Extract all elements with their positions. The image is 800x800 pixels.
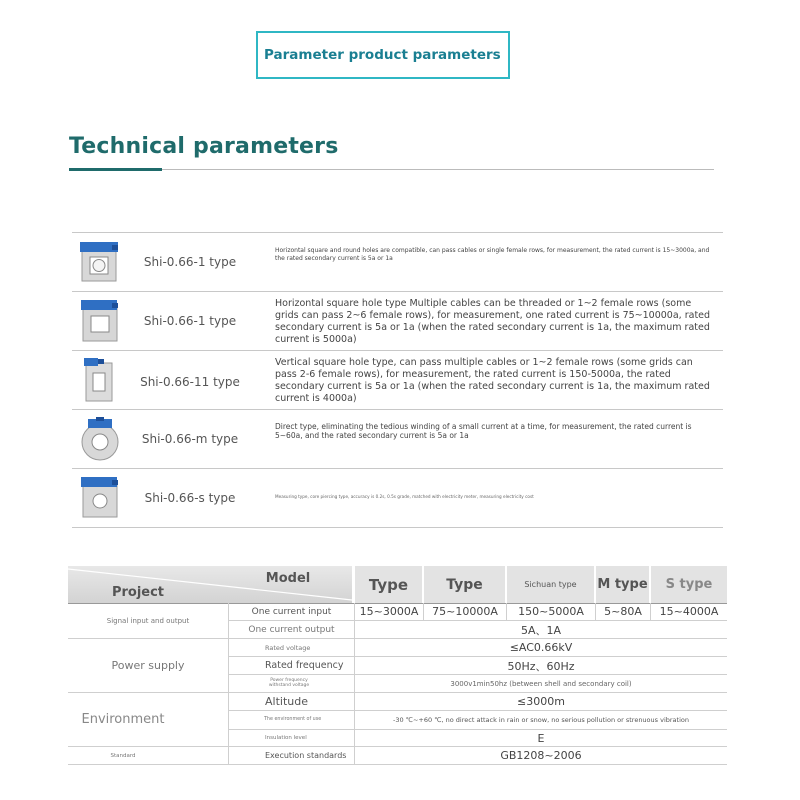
title-underline bbox=[162, 169, 714, 170]
value-withstand-voltage: 3000v1min50hz (between shell and secondary coil) bbox=[450, 679, 632, 688]
product-row bbox=[72, 292, 723, 351]
product-name: Shi-0.66-m type bbox=[141, 432, 239, 446]
label-current-output: One current output bbox=[248, 624, 335, 635]
product-list bbox=[72, 232, 723, 528]
section-title: Technical parameters bbox=[69, 134, 339, 159]
value-current-input: 5~80A bbox=[604, 605, 642, 618]
column-header: M type bbox=[596, 566, 649, 603]
header-project: Project bbox=[111, 584, 165, 600]
label-environment-of-use: The environment of use bbox=[264, 717, 322, 723]
label-execution-standards: Execution standards bbox=[265, 751, 347, 760]
product-description: Measuring type, core piercing type, accuracy is 0.2s, 0.5s grade, matched with electricity meter, measuring electricity cost bbox=[275, 494, 534, 499]
column-header: S type bbox=[651, 566, 727, 603]
category-power-supply: Power supply bbox=[111, 659, 185, 672]
category-environment: Environment bbox=[81, 712, 165, 727]
value-execution-standards: GB1208~2006 bbox=[500, 749, 582, 762]
label-rated-voltage: Rated voltage bbox=[265, 643, 311, 652]
product-row bbox=[72, 410, 723, 469]
product-name: Shi-0.66-1 type bbox=[143, 255, 237, 269]
value-altitude: ≤3000m bbox=[517, 695, 565, 708]
label-withstand-voltage: Power frequency withstand voltage bbox=[268, 677, 310, 688]
value-current-input: 15~4000A bbox=[659, 605, 719, 618]
value-current-input: 15~3000A bbox=[359, 605, 419, 618]
ct-horizontal-square-hole-icon bbox=[78, 298, 122, 344]
product-name: Shi-0.66-1 type bbox=[143, 314, 237, 328]
product-row bbox=[72, 232, 723, 292]
product-description: Vertical square hole type, can pass multiple cables or 1~2 female rows (some grids can pass 2-6 female rows), for measurement, the rated current is 150-5000a, the rated secondary current is 5a or 1a (when the rated secondary current is 1a, the maximum rated current is 4000a) bbox=[275, 357, 710, 404]
label-rated-frequency: Rated frequency bbox=[265, 660, 344, 671]
value-environment-of-use: -30 ℃~+60 ℃, no direct attack in rain or snow, no serious pollution or strenuous vibration bbox=[393, 716, 689, 724]
title-underline-accent bbox=[69, 168, 162, 171]
column-header: Type bbox=[424, 566, 505, 603]
ct-square-round-hole-icon bbox=[78, 239, 122, 285]
column-header: Type bbox=[355, 566, 422, 603]
value-current-input: 75~10000A bbox=[432, 605, 498, 618]
ct-piercing-type-icon bbox=[78, 475, 122, 521]
spec-table bbox=[68, 566, 727, 765]
product-description: Horizontal square and round holes are compatible, can pass cables or single female rows, for measurement, the rated current is 15~3000a, and the rated secondary current is 5a or 1a bbox=[275, 247, 710, 262]
label-current-input: One current input bbox=[251, 606, 332, 617]
ct-vertical-square-hole-icon bbox=[78, 357, 122, 403]
product-name: Shi-0.66-11 type bbox=[140, 375, 240, 389]
category-signal: Signal input and output bbox=[106, 616, 190, 625]
value-rated-frequency: 50Hz、60Hz bbox=[507, 659, 575, 673]
product-row bbox=[72, 351, 723, 410]
banner-box bbox=[256, 31, 510, 79]
product-description: Direct type, eliminating the tedious winding of a small current at a time, for measurement, the rated current is 5~60a, and the rated secondary current is 5a or 1a bbox=[275, 422, 692, 441]
product-description: Horizontal square hole type Multiple cables can be threaded or 1~2 female rows (some grids can pass 2~6 female rows), for measurement, one rated current is 75~10000a, rated secondary current is 5a or 1a (when the rated secondary current is 1a, the maximum rated current is 5000a) bbox=[275, 298, 711, 345]
category-standard: Standard bbox=[110, 752, 136, 759]
value-current-output: 5A、1A bbox=[520, 623, 562, 637]
value-insulation-level: E bbox=[537, 731, 545, 745]
label-insulation-level: Insulation level bbox=[265, 735, 307, 741]
value-current-input: 150~5000A bbox=[518, 605, 584, 618]
banner-text: Parameter product parameters bbox=[264, 47, 501, 63]
value-rated-voltage: ≤AC0.66kV bbox=[509, 641, 573, 654]
column-header: Sichuan type bbox=[507, 566, 594, 603]
product-name: Shi-0.66-s type bbox=[144, 491, 236, 505]
header-model: Model bbox=[265, 570, 311, 586]
ct-direct-type-icon bbox=[78, 416, 122, 462]
label-altitude: Altitude bbox=[265, 695, 308, 708]
product-row bbox=[72, 469, 723, 528]
